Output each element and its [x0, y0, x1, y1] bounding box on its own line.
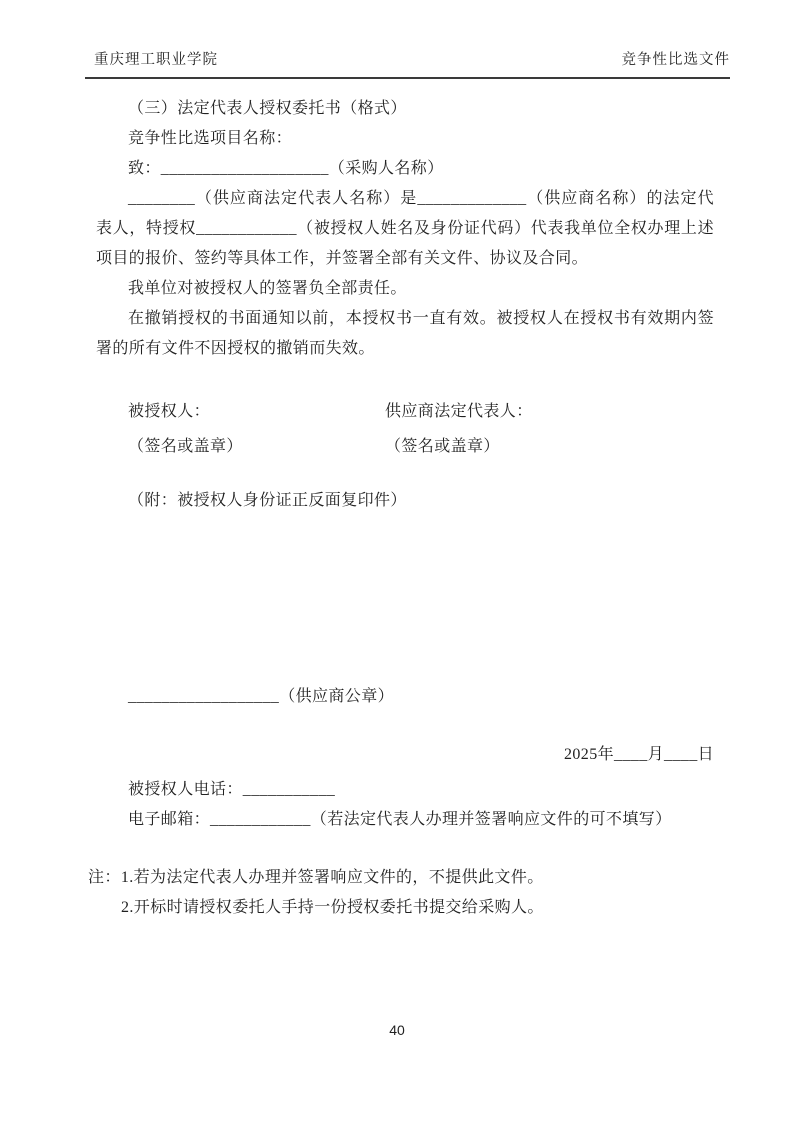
project-name-line: 竞争性比选项目名称：	[128, 130, 293, 147]
legal-representative-sign-hint: （签名或盖章）	[385, 438, 500, 455]
date-line: 2025年____月____日	[564, 746, 714, 763]
notes-block	[88, 863, 714, 923]
document-body	[88, 94, 714, 923]
note-prefix: 注：	[88, 869, 121, 886]
note-line-2: 2.开标时请授权委托人手持一份授权委托书提交给采购人。	[121, 899, 544, 916]
authorized-person-phone-line: 被授权人电话：___________	[128, 781, 336, 798]
section-title: （三）法定代表人授权委托书（格式）	[128, 100, 407, 117]
signature-sub-row	[96, 429, 714, 464]
page-header	[85, 50, 730, 79]
note-line-1	[88, 863, 714, 893]
authorized-person-label: 被授权人：	[128, 403, 211, 420]
email-line: 电子邮箱：____________（若法定代表人办理并签署响应文件的可不填写）	[128, 811, 672, 828]
validity-paragraph-line-1: 在撤销授权的书面通知以前，本授权书一直有效。被授权人在授权书有效期内签	[128, 310, 714, 327]
header-document-type: 竞争性比选文件	[621, 52, 730, 68]
validity-paragraph-line-2: 署的所有文件不因授权的撤销而失效。	[96, 340, 375, 357]
to-line: 致：____________________（采购人名称）	[128, 160, 444, 177]
authorization-paragraph-line-2: 表人，特授权____________（被授权人姓名及身份证代码）代表我单位全权办理上述	[96, 220, 714, 237]
note-1-text: 1.若为法定代表人办理并签署响应文件的，不提供此文件。	[120, 869, 544, 886]
attachment-line: （附：被授权人身份证正反面复印件）	[128, 492, 407, 509]
signature-labels-row	[96, 394, 714, 429]
authorized-person-sign-hint: （签名或盖章）	[128, 438, 243, 455]
validity-paragraph	[96, 304, 714, 364]
authorization-paragraph-line-1: ________（供应商法定代表人名称）是_____________（供应商名称）的法定代	[128, 190, 714, 207]
responsibility-line: 我单位对被授权人的签署负全部责任。	[128, 280, 407, 297]
signature-block	[96, 394, 714, 464]
page-number: 40	[389, 1022, 405, 1038]
legal-representative-label: 供应商法定代表人：	[385, 403, 533, 420]
header-organization: 重庆理工职业学院	[94, 52, 218, 68]
authorization-paragraph	[96, 184, 714, 274]
supplier-seal-line: __________________（供应商公章）	[128, 688, 395, 705]
authorization-paragraph-line-3: 项目的报价、签约等具体工作，并签署全部有关文件、协议及合同。	[96, 250, 589, 267]
